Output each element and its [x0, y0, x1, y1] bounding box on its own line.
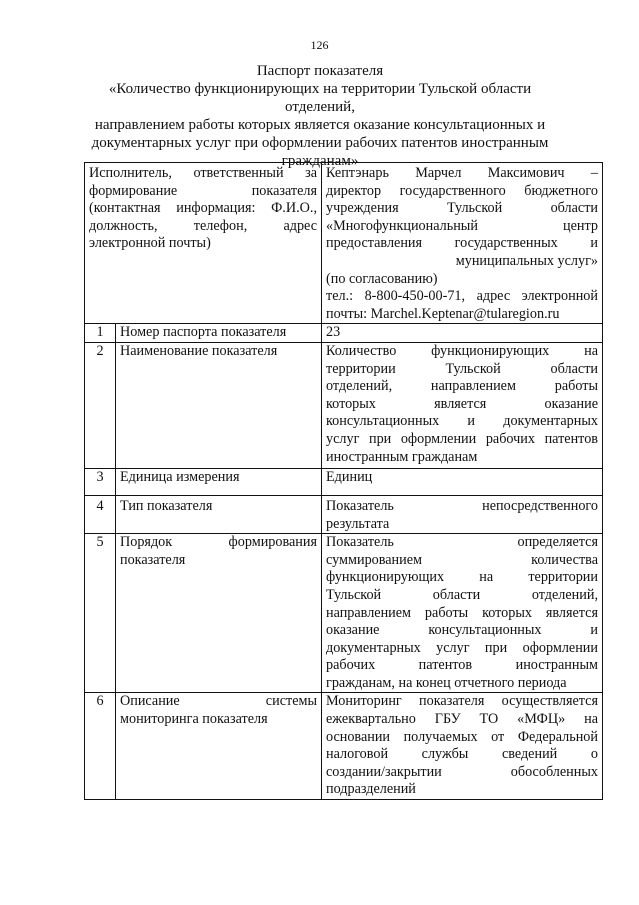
- executor-label-line: формирование показателя: [89, 182, 317, 199]
- document-heading: [80, 62, 560, 170]
- executor-value-line: «Многофункциональный центр: [326, 217, 598, 234]
- table-row: [85, 534, 603, 693]
- row-value-line: результата: [326, 515, 390, 532]
- row-number: 2: [85, 342, 116, 468]
- row-value-line: Мониторинг показателя осуществляется: [326, 693, 598, 710]
- executor-value-line: тел.: 8-800-450-00-71, адрес электронной: [326, 288, 598, 305]
- row-label-line: Тип показателя: [120, 497, 213, 514]
- row-number: 5: [85, 534, 116, 693]
- table-row: [85, 468, 603, 495]
- executor-value-line: муниципальных услуг»: [455, 252, 598, 269]
- executor-label-line: должность, телефон, адрес: [89, 217, 317, 234]
- row-value-cell: [322, 468, 603, 495]
- row-value-line: услуг при оформлении рабочих патентов: [326, 430, 598, 447]
- page-number: 126: [310, 38, 329, 52]
- row-number: 3: [85, 468, 116, 495]
- row-number: 1: [85, 324, 116, 343]
- row-value-line: основании получаемых от Федеральной: [326, 728, 598, 745]
- heading-title: Паспорт показателя: [256, 63, 384, 79]
- row-value-line: документарных услуг при оформлении: [326, 639, 598, 656]
- row-value-line: отделений, направлением работы: [326, 378, 598, 395]
- row-value-line: рабочих патентов иностранным: [326, 657, 598, 674]
- executor-label-line: Исполнитель, ответственный за: [89, 165, 317, 181]
- row-value-line: консультационных и документарных: [326, 413, 598, 430]
- table-row: [85, 342, 603, 468]
- row-label-line: Номер паспорта показателя: [120, 324, 287, 341]
- row-value-line: 23: [326, 324, 341, 341]
- row-label-cell: [116, 693, 322, 800]
- row-value-line: оказание консультационных и: [326, 622, 598, 639]
- row-label-cell: [116, 495, 322, 533]
- row-value-line: Количество функционирующих на: [326, 342, 598, 359]
- row-value-line: территории Тульской области: [326, 360, 598, 377]
- row-value-line: функционирующих на территории: [326, 569, 598, 586]
- row-value-line: налоговой службы сведений о: [326, 746, 598, 763]
- heading-subtitle-line: гражданам»: [281, 153, 359, 169]
- indicator-passport-table: [84, 162, 603, 800]
- row-value-line: ежеквартально ГБУ ТО «МФЦ» на: [326, 711, 598, 728]
- table-row: [85, 495, 603, 533]
- executor-label-cell: [85, 163, 322, 324]
- heading-subtitle-line: направлением работы которых является оказание консультационных и: [94, 117, 546, 133]
- executor-label-line: электронной почты): [89, 235, 211, 252]
- row-label-line: показателя: [120, 551, 186, 568]
- row-value-cell: [322, 693, 603, 800]
- heading-subtitle-line: документарных услуг при оформлении рабочих патентов иностранным: [91, 135, 549, 151]
- table-row: [85, 693, 603, 800]
- table-row-executor: [85, 163, 603, 324]
- row-value-line: направлением работы которых является: [326, 604, 598, 621]
- executor-value-line: Кептэнарь Марчел Максимович –: [326, 165, 598, 181]
- row-label-line: Единица измерения: [120, 468, 240, 485]
- executor-value-line: (по согласованию): [326, 270, 438, 287]
- row-label-line: Описание системы: [120, 693, 317, 710]
- row-label-cell: [116, 342, 322, 468]
- row-number: 4: [85, 495, 116, 533]
- executor-value-line: директор государственного бюджетного: [326, 182, 598, 199]
- row-label-cell: [116, 324, 322, 343]
- row-value-line: создании/закрытии обособленных: [326, 763, 598, 780]
- row-value-line: гражданам, на конец отчетного периода: [326, 674, 567, 691]
- executor-value-line: учреждения Тульской области: [326, 200, 598, 217]
- row-label-line: Наименование показателя: [120, 342, 278, 359]
- executor-value-cell: [322, 163, 603, 324]
- row-label-cell: [116, 468, 322, 495]
- row-value-line: Единиц: [326, 468, 373, 485]
- row-number: 6: [85, 693, 116, 800]
- executor-value-line: предоставления государственных и: [326, 235, 598, 252]
- heading-subtitle-line: «Количество функционирующих на территории Тульской области отделений,: [108, 81, 532, 115]
- row-value-cell: [322, 324, 603, 343]
- row-value-line: которых является оказание: [326, 395, 598, 412]
- row-value-cell: [322, 342, 603, 468]
- row-value-line: суммированием количества: [326, 551, 598, 568]
- table-row: [85, 324, 603, 343]
- row-value-cell: [322, 495, 603, 533]
- row-label-line: Порядок формирования: [120, 534, 317, 551]
- executor-value-line: почты: Marchel.Keptenar@tularegion.ru: [326, 305, 560, 322]
- row-value-line: иностранным гражданам: [326, 448, 478, 465]
- row-value-line: Показатель определяется: [326, 534, 598, 551]
- row-value-line: подразделений: [326, 781, 416, 798]
- row-value-line: Тульской области отделений,: [326, 586, 598, 603]
- row-value-line: Показатель непосредственного: [326, 497, 598, 514]
- row-value-cell: [322, 534, 603, 693]
- row-label-cell: [116, 534, 322, 693]
- executor-label-line: (контактная информация: Ф.И.О.,: [89, 200, 317, 217]
- row-label-line: мониторинга показателя: [120, 711, 268, 728]
